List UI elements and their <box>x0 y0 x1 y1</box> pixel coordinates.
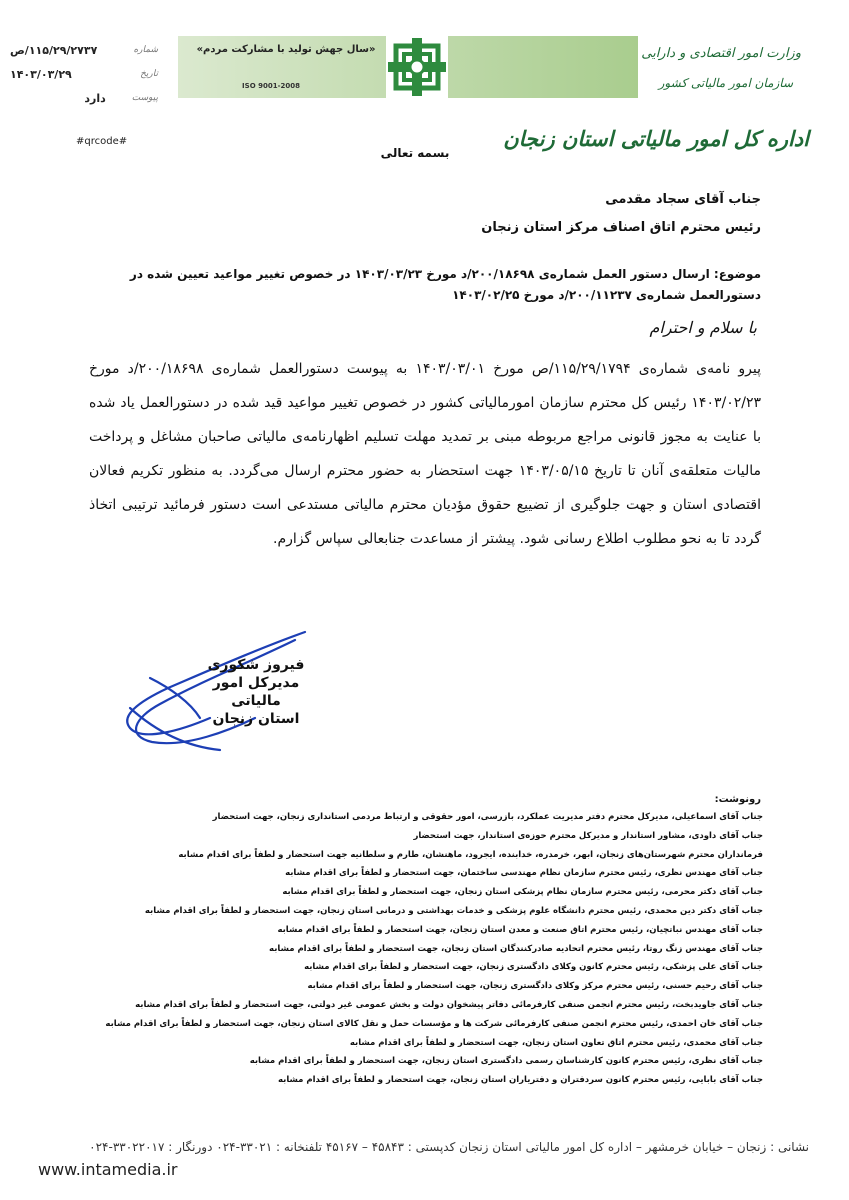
attachment-value: دارد <box>84 91 106 105</box>
cc-title: رونوشت: <box>714 794 761 805</box>
number-label: شماره <box>133 45 158 55</box>
ministry-name: وزارت امور اقتصادی و دارایی <box>641 46 801 61</box>
cc-item: جناب آقای علی پزشکی، رئیس محترم کانون وکلای دادگستری زنجان، جهت استحضار و لطفاً برای اقدام مشابه <box>304 962 763 973</box>
cc-item: جناب آقای داودی، مشاور استاندار و مدیرکل محترم حوزه‌ی استاندار، جهت استحضار <box>413 830 763 841</box>
department-title: اداره کل امور مالیاتی استان زنجان <box>503 126 809 151</box>
letter-meta <box>10 38 158 110</box>
cc-item: جناب آقای مهندس نظری، رئیس محترم سازمان نظام مهندسی ساختمان، جهت استحضار و لطفاً برای اقدام مشابه <box>285 868 763 879</box>
cc-item: فرمانداران محترم شهرستان‌های زنجان، ابهر، خرمدره، خدابنده، ایجرود، ماهنشان، طارم و سلطانیه جهت استحضار و لطفاً برای اقدام مشابه <box>178 849 763 860</box>
letter-subject: موضوع: ارسال دستور العمل شماره‌ی ۲۰۰/۱۸۶۹۸/د مورخ ۱۴۰۳/۰۳/۲۳ در خصوص تغییر مواعید تعیین شده در دستورالعمل شماره‌ی ۲۰۰/۱۱۲۳۷/د مورخ ۱۴۰۳/۰۲/۲۵ <box>129 267 761 302</box>
website-watermark: www.intamedia.ir <box>38 1160 178 1179</box>
greeting: با سلام و احترام <box>649 318 757 337</box>
year-slogan: «سال جهش تولید با مشارکت مردم» <box>196 44 376 55</box>
footer-address: نشانی : زنجان – خیابان خرمشهر – اداره کل امور مالیاتی استان زنجان کدپستی : ۴۵۸۴۳ – ۴۵۱۶۷ تلفنخانه : ۳۳۰۲۱-۰۲۴ دورنگار : ۳۳۰۲۲۰۱۷-۰۲۴ <box>89 1140 809 1154</box>
cc-item: جناب آقای جاویدبخت، رئیس محترم انجمن صنفی کارفرمائی دفاتر پیشخوان دولت و بخش عمومی غیر دولتی، جهت استحضار و لطفاً برای اقدام مشابه <box>135 999 763 1010</box>
cc-item: جناب آقای محمدی، رئیس محترم اتاق تعاون استان زنجان، جهت استحضار و لطفاً برای اقدام مشابه <box>349 1037 763 1048</box>
signatory-title: مدیرکل امور مالیاتی <box>212 675 300 709</box>
qrcode-placeholder: #qrcode# <box>76 136 128 147</box>
cc-item: جناب آقای دکتر محرمی، رئیس محترم سازمان نظام پزشکی استان زنجان، جهت استحضار و لطفاً برای اقدام مشابه <box>282 887 763 898</box>
attachment-label: پیوست <box>131 93 158 103</box>
cc-item: جناب آقای خان احمدی، رئیس محترم انجمن صنفی کارفرمائی شرکت ها و مؤسسات حمل و نقل کالای استان زنجان، جهت استحضار و لطفاً برای اقدام مشابه <box>105 1018 763 1029</box>
letter-body: پیرو نامه‌ی شماره‌ی ۱۱۵/۲۹/۱۷۹۴/ص مورخ ۱۴۰۳/۰۳/۰۱ به پیوست دستورالعمل شماره‌ی ۲۰۰/۱۸۶۹۸/د مورخ ۱۴۰۳/۰۲/۲۳ رئیس کل محترم سازمان امورمالیاتی کشور در خصوص تغییر مواعید قید شده در دستورالعمل یاد شده با عنایت به مجوز قانونی مراجع مربوطه مبنی بر تمدید مهلت تسلیم اظهارنامه‌ی مالیاتی صاحبان مشاغل و پرداخت مالیات متعلقه‌ی آنان تا تاریخ ۱۴۰۳/۰۵/۱۵ جهت استحضار به حضور محترم ارسال می‌گردد. به منظور تکریم فعالان اقتصادی استان و جهت جلوگیری از تضییع حقوق مؤدیان محترم مالیاتی مستدعی است دستور فرمائید ترتیبی اتخاذ گردد تا به نحو مطلوب اطلاع رسانی شود. پیشتر از مساعدت جنابعالی سپاس گزارم. <box>89 361 761 547</box>
letter-date: ۱۴۰۳/۰۳/۲۹ <box>10 67 72 81</box>
cc-item: جناب آقای نظری، رئیس محترم کانون کارشناسان رسمی دادگستری استان زنجان، جهت استحضار و لطفاً برای اقدام مشابه <box>249 1056 763 1067</box>
date-label: تاریخ <box>140 69 158 79</box>
signatory-name: فیروز شکوری <box>207 657 305 673</box>
signatory-region: استان زنجان <box>212 711 300 727</box>
bismillah: بسمه تعالی <box>380 146 450 160</box>
signatory-block <box>196 656 316 728</box>
cc-item: جناب آقای مهندس زنگ روتا، رئیس محترم اتحادیه صادرکنندگان استان زنجان، جهت استحضار و لطفاً برای اقدام مشابه <box>269 943 763 954</box>
tax-organization-logo-icon <box>386 36 448 98</box>
cc-item: جناب آقای اسماعیلی، مدیرکل محترم دفتر مدیریت عملکرد، بازرسی، امور حقوقی و ارتباط مردمی استانداری زنجان، جهت استحضار <box>212 812 763 822</box>
recipient-title: رئیس محترم اتاق اصناف مرکز استان زنجان <box>481 220 761 235</box>
cc-item: جناب آقای بابایی، رئیس محترم کانون سردفتران و دفتریاران استان زنجان، جهت استحضار و لطفاً برای اقدام مشابه <box>277 1075 763 1086</box>
iso-certification: ISO 9001-2008 <box>242 82 300 90</box>
cc-item: جناب آقای رحیم حسنی، رئیس محترم مرکز وکلای دادگستری زنجان، جهت استحضار و لطفاً برای اقدام مشابه <box>307 981 763 992</box>
organization-name: سازمان امور مالیاتی کشور <box>658 76 793 90</box>
letter-number: ۱۱۵/۲۹/۲۷۳۷/ص <box>10 43 98 57</box>
recipient-name: جناب آقای سجاد مقدمی <box>605 192 761 207</box>
cc-item: جناب آقای دکتر دین محمدی، رئیس محترم دانشگاه علوم پزشکی و خدمات بهداشتی و درمانی استان زنجان، جهت استحضار و لطفاً برای اقدام مشابه <box>144 905 763 916</box>
cc-list <box>83 808 763 1090</box>
cc-item: جناب آقای مهندس نباتچیان، رئیس محترم اتاق صنعت و معدن استان زنجان، جهت استحضار و لطفاً برای اقدام مشابه <box>277 924 763 935</box>
